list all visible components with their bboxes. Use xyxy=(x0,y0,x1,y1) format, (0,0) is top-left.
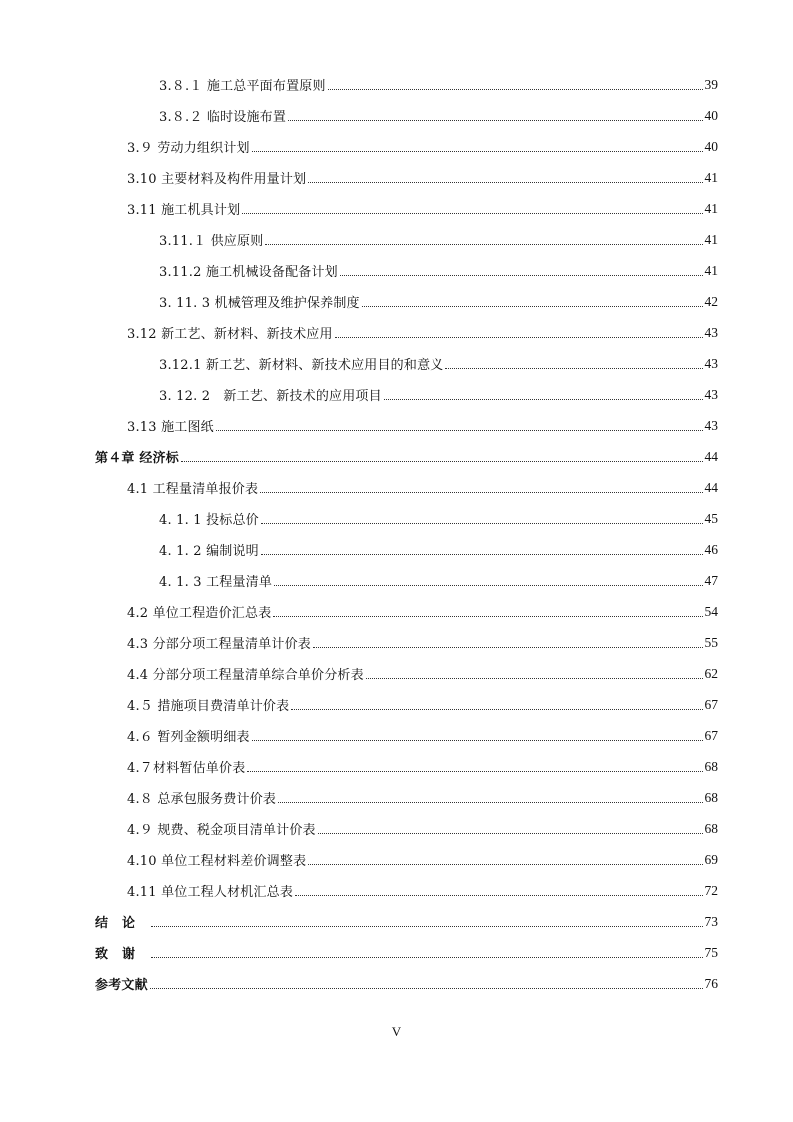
toc-entry-title: 3.13 施工图纸 xyxy=(127,420,214,435)
dot-leader xyxy=(247,770,702,772)
dot-leader xyxy=(273,615,702,617)
toc-entry-page-number: 55 xyxy=(704,634,718,650)
toc-entry[interactable] xyxy=(0,906,793,937)
toc-entry-title: 3.８.２ 临时设施布置 xyxy=(159,110,287,125)
toc-entry-page-number: 76 xyxy=(704,975,718,991)
dot-leader xyxy=(261,553,703,555)
toc-entry-title: 3.11 施工机具计划 xyxy=(127,203,241,218)
dot-leader xyxy=(291,708,702,710)
toc-entry[interactable] xyxy=(0,565,793,596)
toc-entry-page-number: 45 xyxy=(704,510,718,526)
dot-leader xyxy=(274,584,702,586)
page-footer xyxy=(0,1024,793,1040)
dot-leader xyxy=(252,150,703,152)
toc-entry-page-number: 43 xyxy=(704,324,718,340)
toc-entry[interactable] xyxy=(0,627,793,658)
toc-entry-title: 4.2 单位工程造价汇总表 xyxy=(127,606,272,621)
toc-entry-page-number: 40 xyxy=(704,107,718,123)
toc-entry-title: 4.3 分部分项工程量清单计价表 xyxy=(127,637,312,652)
toc-entry-title: 4.７材料暂估单价表 xyxy=(127,761,246,776)
toc-entry[interactable] xyxy=(0,844,793,875)
toc-entry-page-number: 41 xyxy=(704,231,718,247)
toc-entry[interactable] xyxy=(0,782,793,813)
toc-entry-page-number: 67 xyxy=(704,696,718,712)
toc-entry-page-number: 43 xyxy=(704,386,718,402)
toc-entry-title: 4. 1. 2 编制说明 xyxy=(159,544,259,559)
toc-entry-page-number: 41 xyxy=(704,262,718,278)
dot-leader xyxy=(151,956,702,958)
toc-entry-title: 3. 11. 3 机械管理及维护保养制度 xyxy=(159,296,360,311)
toc-entry-title: 3.11.１ 供应原则 xyxy=(159,234,264,249)
toc-entry-title: 第４章 经济标 xyxy=(95,451,179,466)
toc-entry[interactable] xyxy=(0,224,793,255)
dot-leader xyxy=(313,646,702,648)
dot-leader xyxy=(216,429,703,431)
table-of-contents xyxy=(0,69,793,999)
toc-entry[interactable] xyxy=(0,813,793,844)
toc-entry-page-number: 68 xyxy=(704,820,718,836)
toc-entry[interactable] xyxy=(0,534,793,565)
toc-entry[interactable] xyxy=(0,968,793,999)
dot-leader xyxy=(278,801,702,803)
dot-leader xyxy=(445,367,702,369)
dot-leader xyxy=(295,894,702,896)
toc-entry-title: 3.８.１ 施工总平面布置原则 xyxy=(159,79,326,94)
toc-entry-page-number: 72 xyxy=(704,882,718,898)
page-number: V xyxy=(391,1024,402,1039)
dot-leader xyxy=(335,336,703,338)
toc-entry-page-number: 42 xyxy=(704,293,718,309)
toc-entry-title: 4. 1. 3 工程量清单 xyxy=(159,575,273,590)
toc-entry[interactable] xyxy=(0,69,793,100)
toc-entry[interactable] xyxy=(0,317,793,348)
toc-entry-page-number: 46 xyxy=(704,541,718,557)
toc-entry-title: 4.11 单位工程人材机汇总表 xyxy=(127,885,294,900)
toc-entry-page-number: 75 xyxy=(704,944,718,960)
toc-entry-page-number: 68 xyxy=(704,758,718,774)
toc-entry-title: 3.11.2 施工机械设备配备计划 xyxy=(159,265,338,280)
dot-leader xyxy=(288,119,702,121)
toc-entry-page-number: 43 xyxy=(704,355,718,371)
toc-entry[interactable] xyxy=(0,286,793,317)
toc-entry[interactable] xyxy=(0,596,793,627)
dot-leader xyxy=(384,398,703,400)
toc-entry-title: 3.12.1 新工艺、新材料、新技术应用目的和意义 xyxy=(159,358,444,373)
toc-entry-title: 4.６ 暂列金额明细表 xyxy=(127,730,250,745)
toc-entry[interactable] xyxy=(0,348,793,379)
toc-entry-title: 4.10 单位工程材料差价调整表 xyxy=(127,854,307,869)
toc-entry-title: 3.10 主要材料及构件用量计划 xyxy=(127,172,307,187)
toc-entry[interactable] xyxy=(0,193,793,224)
toc-entry-page-number: 41 xyxy=(704,200,718,216)
toc-entry-title: 4.4 分部分项工程量清单综合单价分析表 xyxy=(127,668,364,683)
toc-entry-title: 致谢 xyxy=(95,947,150,962)
dot-leader xyxy=(308,181,702,183)
toc-entry-page-number: 43 xyxy=(704,417,718,433)
dot-leader xyxy=(318,832,703,834)
dot-leader xyxy=(328,88,703,90)
toc-entry[interactable] xyxy=(0,441,793,472)
toc-entry[interactable] xyxy=(0,379,793,410)
toc-entry-page-number: 40 xyxy=(704,138,718,154)
toc-entry-page-number: 73 xyxy=(704,913,718,929)
dot-leader xyxy=(151,925,702,927)
toc-entry[interactable] xyxy=(0,472,793,503)
toc-entry-title: 4. 1. 1 投标总价 xyxy=(159,513,259,528)
toc-entry-title: 4.９ 规费、税金项目清单计价表 xyxy=(127,823,316,838)
toc-entry[interactable] xyxy=(0,689,793,720)
dot-leader xyxy=(265,243,702,245)
toc-entry-title: 3.12 新工艺、新材料、新技术应用 xyxy=(127,327,333,342)
toc-entry[interactable] xyxy=(0,100,793,131)
toc-entry[interactable] xyxy=(0,751,793,782)
dot-leader xyxy=(150,987,703,989)
toc-entry-title: 4.1 工程量清单报价表 xyxy=(127,482,259,497)
toc-entry-page-number: 54 xyxy=(704,603,718,619)
dot-leader xyxy=(362,305,703,307)
toc-entry-page-number: 47 xyxy=(704,572,718,588)
dot-leader xyxy=(252,739,703,741)
toc-entry-title: 3.９ 劳动力组织计划 xyxy=(127,141,250,156)
toc-entry[interactable] xyxy=(0,720,793,751)
dot-leader xyxy=(181,460,703,462)
toc-entry-page-number: 44 xyxy=(704,448,718,464)
dot-leader xyxy=(308,863,702,865)
dot-leader xyxy=(260,491,702,493)
toc-entry-title: 4.８ 总承包服务费计价表 xyxy=(127,792,277,807)
toc-entry-page-number: 44 xyxy=(704,479,718,495)
toc-entry-page-number: 39 xyxy=(704,76,718,92)
toc-entry-title: 3. 12. 2 新工艺、新技术的应用项目 xyxy=(159,389,382,404)
toc-entry-page-number: 62 xyxy=(704,665,718,681)
toc-entry[interactable] xyxy=(0,162,793,193)
toc-entry-page-number: 68 xyxy=(704,789,718,805)
toc-entry-page-number: 67 xyxy=(704,727,718,743)
toc-entry-title: 参考文献 xyxy=(95,978,148,993)
toc-entry[interactable] xyxy=(0,410,793,441)
dot-leader xyxy=(261,522,703,524)
toc-entry[interactable] xyxy=(0,503,793,534)
toc-entry-title: 4.５ 措施项目费清单计价表 xyxy=(127,699,290,714)
toc-entry-title: 结论 xyxy=(95,916,150,931)
dot-leader xyxy=(340,274,703,276)
toc-entry-page-number: 69 xyxy=(704,851,718,867)
toc-entry[interactable] xyxy=(0,658,793,689)
dot-leader xyxy=(366,677,703,679)
toc-entry[interactable] xyxy=(0,875,793,906)
toc-entry[interactable] xyxy=(0,255,793,286)
toc-entry[interactable] xyxy=(0,937,793,968)
dot-leader xyxy=(242,212,702,214)
toc-entry[interactable] xyxy=(0,131,793,162)
toc-entry-page-number: 41 xyxy=(704,169,718,185)
